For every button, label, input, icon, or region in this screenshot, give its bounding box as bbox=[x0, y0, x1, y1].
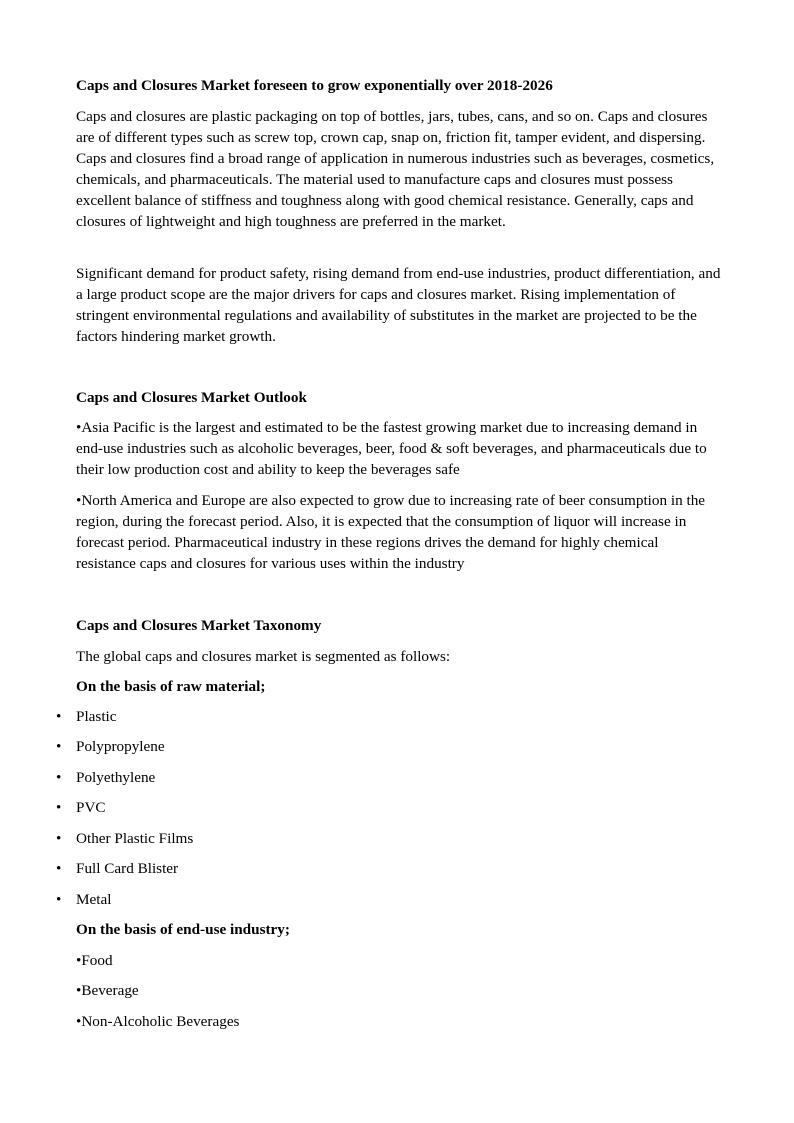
paragraph-north-america-europe: •North America and Europe are also expected to grow due to increasing rate of beer consumption in the region, during the forecast period. Also, it is expected that the consumption of liquor will increase in forecast period. Pharmaceutical industry in these regions drives the demand for highly chemical resistance caps and closures for various uses within the industry bbox=[76, 492, 706, 572]
list-item-label: Full Card Blister bbox=[76, 860, 179, 877]
list-item-label: Plastic bbox=[76, 708, 117, 725]
list-item-label: Other Plastic Films bbox=[76, 830, 194, 847]
subheading-raw-material: On the basis of raw material; bbox=[76, 678, 266, 695]
section-heading-outlook: Caps and Closures Market Outlook bbox=[76, 389, 307, 406]
bullet-icon: • bbox=[56, 799, 62, 816]
bullet-icon: • bbox=[56, 708, 62, 725]
section-heading-growth: Caps and Closures Market foreseen to grow exponentially over 2018-2026 bbox=[76, 77, 553, 94]
bullet-icon: • bbox=[56, 738, 62, 755]
list-item-food: •Food bbox=[76, 952, 113, 969]
list-item-beverage: •Beverage bbox=[76, 982, 139, 999]
paragraph-caps-definition: Caps and closures are plastic packaging on top of bottles, jars, tubes, cans, and so on. Caps and closures are of different types such as screw top, crown cap, snap on, friction fit, tamper evident, and dispersing. Caps and closures find a broad range of application in numerous industries such as beverages, cosmetics, chemicals, and pharmaceuticals. The material used to manufacture caps and closures must possess excellent balance of stiffness and toughness along with good chemical resistance. Generally, caps and closures of lightweight and high toughness are preferred in the market. bbox=[76, 108, 715, 230]
subheading-end-use: On the basis of end-use industry; bbox=[76, 921, 290, 938]
list-item-label: Polyethylene bbox=[76, 769, 156, 786]
list-item-label: PVC bbox=[76, 799, 106, 816]
paragraph-market-drivers: Significant demand for product safety, rising demand from end-use industries, product differentiation, and a large product scope are the major drivers for caps and closures market. Rising implementation of stringent environmental regulations and availability of substitutes in the market are projected to be the factors hindering market growth. bbox=[76, 265, 721, 345]
bullet-icon: • bbox=[56, 860, 62, 877]
section-heading-taxonomy: Caps and Closures Market Taxonomy bbox=[76, 617, 322, 634]
list-item-label: Metal bbox=[76, 891, 112, 908]
paragraph-segmentation-intro: The global caps and closures market is segmented as follows: bbox=[76, 648, 451, 665]
bullet-icon: • bbox=[56, 891, 62, 908]
paragraph-asia-pacific: •Asia Pacific is the largest and estimated to be the fastest growing market due to increasing demand in end-use industries such as alcoholic beverages, beer, food & soft beverages, and pharmaceuticals due to their low production cost and ability to keep the beverages safe bbox=[76, 419, 707, 478]
bullet-icon: • bbox=[56, 830, 62, 847]
list-item-non-alcoholic: •Non-Alcoholic Beverages bbox=[76, 1013, 240, 1030]
bullet-icon: • bbox=[56, 769, 62, 786]
list-item-label: Polypropylene bbox=[76, 738, 165, 755]
